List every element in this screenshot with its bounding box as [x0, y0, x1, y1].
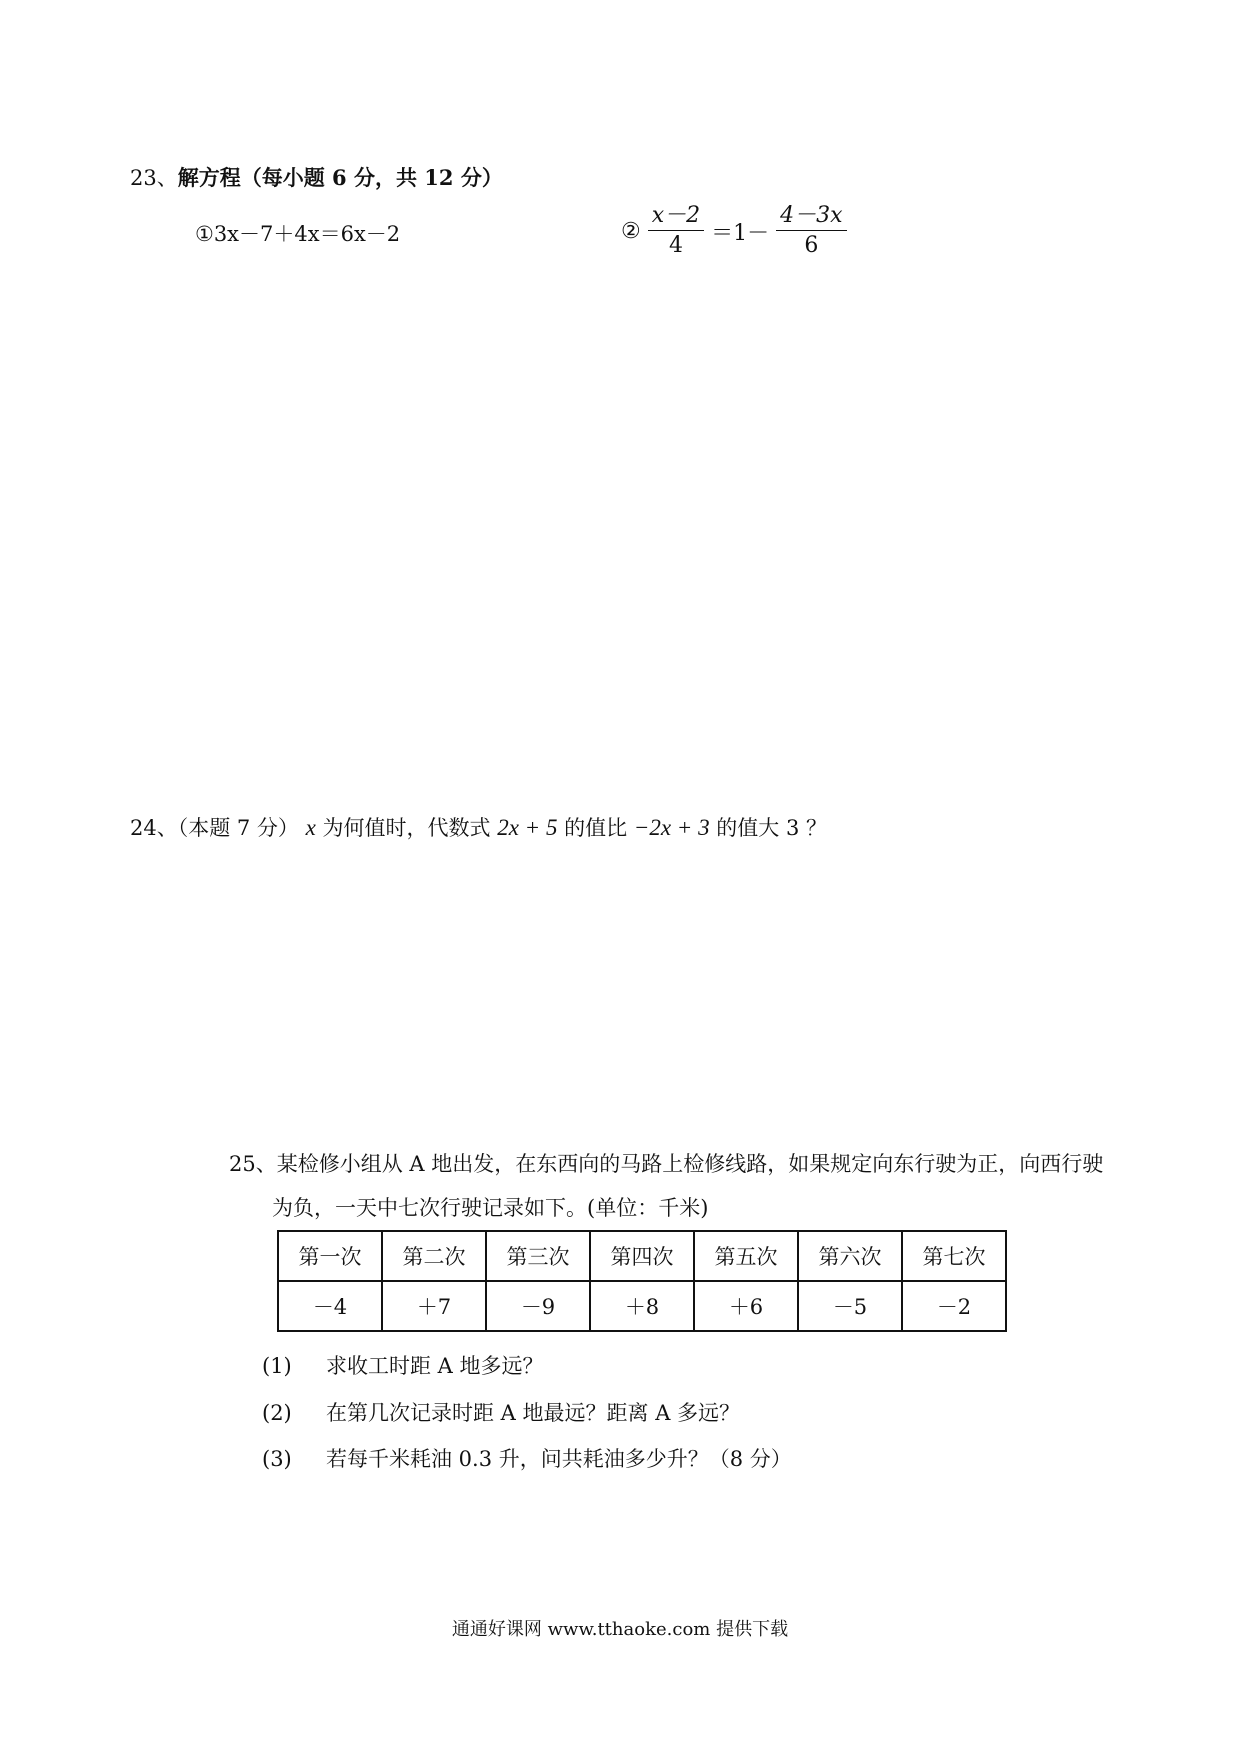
table-header-cell: 第六次 [798, 1231, 902, 1281]
sub-question-text: 在第几次记录时距 A 地最远？距离 A 多远？ [326, 1401, 741, 1425]
sub-question-number: (2) [262, 1401, 292, 1425]
question-25-line-1: 25、某检修小组从 A 地出发，在东西向的马路上检修线路，如果规定向东行驶为正，向西行驶 [229, 1152, 1104, 1176]
question-24-expression-1: 2x + 5 [497, 815, 558, 840]
equation-2-middle: ＝1－ [711, 221, 770, 246]
question-24-text-1: 为何值时，代数式 [322, 816, 491, 840]
table-value-cell: ＋7 [382, 1281, 486, 1331]
table-value-cell: －2 [902, 1281, 1006, 1331]
equation-2-marker: ② [621, 219, 641, 244]
sub-question-text: 若每千米耗油 0.3 升，问共耗油多少升？（8 分） [326, 1447, 792, 1471]
table-value-cell: －9 [486, 1281, 590, 1331]
sub-question-text: 求收工时距 A 地多远？ [326, 1354, 544, 1378]
page-footer: 通通好课网 www.tthaoke.com 提供下载 [451, 1619, 789, 1640]
table-value-cell: ＋8 [590, 1281, 694, 1331]
table-header-cell: 第二次 [382, 1231, 486, 1281]
equation-2 [618, 202, 851, 261]
question-24-variable: x [305, 815, 316, 840]
table-header-row [278, 1231, 1006, 1281]
table-value-cell: ＋6 [694, 1281, 798, 1331]
equation-1: ①3x－7＋4x＝6x－2 [195, 222, 401, 246]
table-value-cell: －5 [798, 1281, 902, 1331]
rhs-numerator: 4－3x [776, 202, 846, 231]
question-24-expression-2: −2x + 3 [633, 815, 710, 840]
question-23-heading [130, 162, 503, 192]
question-24 [130, 812, 827, 842]
table-value-cell: －4 [278, 1281, 382, 1331]
rhs-denominator: 6 [804, 233, 819, 258]
table-value-row [278, 1281, 1006, 1331]
question-24-prefix: 24、（本题 7 分） [130, 816, 299, 840]
sub-question-1 [262, 1350, 544, 1380]
sub-question-2 [262, 1397, 740, 1427]
sub-question-number: (1) [262, 1354, 292, 1378]
question-23-title: 解方程（每小题 6 分，共 12 分） [177, 165, 503, 190]
table-header-cell: 第七次 [902, 1231, 1006, 1281]
lhs-denominator: 4 [668, 233, 683, 258]
question-23-number: 23、 [130, 166, 178, 190]
question-24-text-2: 的值比 [564, 816, 628, 840]
driving-record-table [277, 1230, 1007, 1332]
table-header-cell: 第四次 [590, 1231, 694, 1281]
question-25-line-2: 为负，一天中七次行驶记录如下。(单位：千米) [272, 1196, 709, 1220]
equation-2-lhs-fraction [648, 202, 704, 261]
table-header-cell: 第五次 [694, 1231, 798, 1281]
table-header-cell: 第一次 [278, 1231, 382, 1281]
question-24-text-3: 的值大 3 ？ [716, 816, 827, 840]
sub-question-number: (3) [262, 1447, 292, 1471]
equation-2-rhs-fraction [776, 202, 846, 261]
lhs-numerator: x－2 [648, 202, 704, 231]
table-header-cell: 第三次 [486, 1231, 590, 1281]
sub-question-3 [262, 1443, 792, 1473]
